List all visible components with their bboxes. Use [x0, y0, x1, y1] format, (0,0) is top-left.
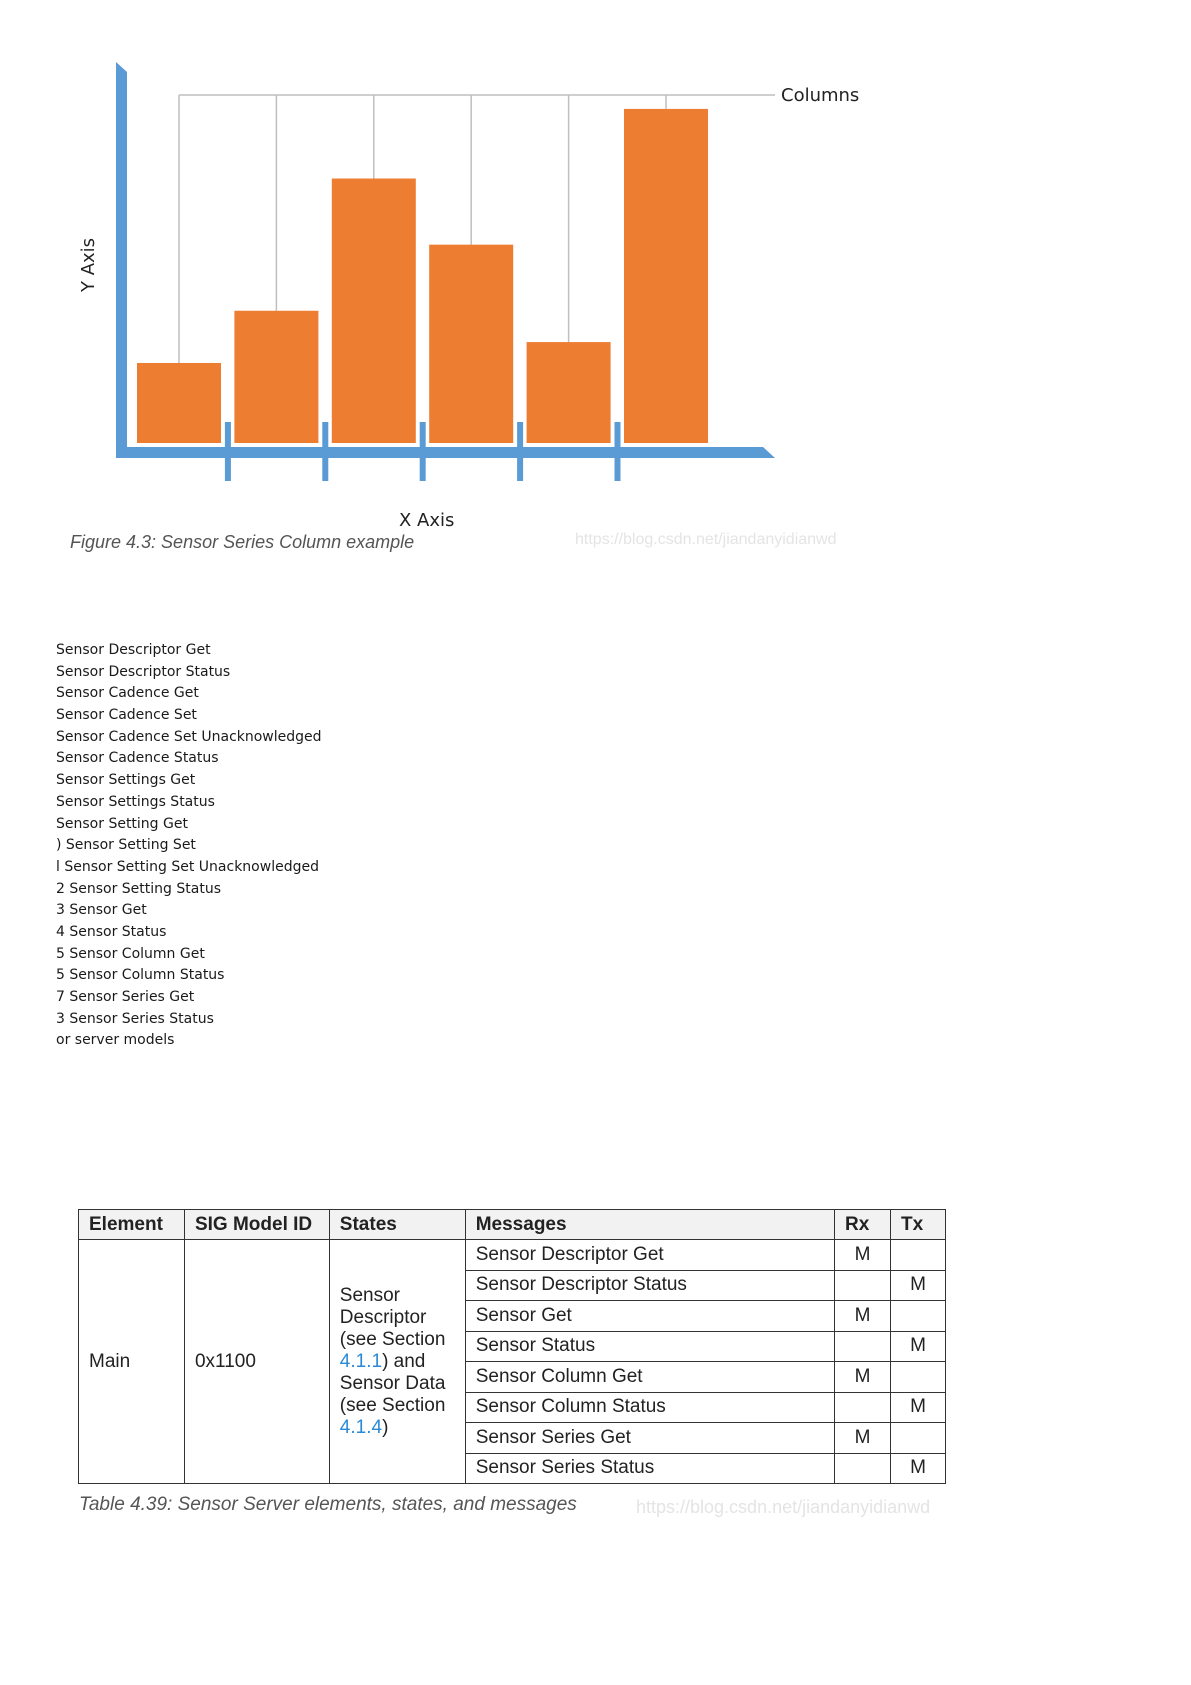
rx-cell [835, 1392, 891, 1423]
column-bar [527, 342, 611, 443]
columns-label: Columns [781, 85, 860, 106]
rx-cell: M [835, 1423, 891, 1454]
x-axis-tick [420, 422, 426, 481]
message-cell: Sensor Descriptor Get [465, 1240, 834, 1271]
column-bar [624, 109, 708, 443]
sensor-server-table [78, 1209, 946, 1484]
x-axis-tick [615, 422, 621, 481]
column-bar [429, 245, 513, 443]
tx-cell [891, 1423, 946, 1454]
tx-cell [891, 1301, 946, 1332]
list-item: 3 Sensor Series Status [56, 1010, 214, 1027]
section-link-4-1-1[interactable]: 4.1.1 [339, 1350, 383, 1372]
list-item: Sensor Cadence Get [56, 685, 199, 702]
model-id-cell: 0x1100 [184, 1240, 329, 1484]
states-text-3: ) [382, 1416, 389, 1438]
header-tx: Tx [891, 1210, 946, 1240]
list-item: l Sensor Setting Set Unacknowledged [56, 858, 319, 875]
figure-caption: Figure 4.3: Sensor Series Column example [70, 532, 415, 552]
list-item: 5 Sensor Column Get [56, 945, 205, 962]
y-axis-line [116, 62, 127, 452]
tx-cell: M [891, 1392, 946, 1423]
column-bar [234, 311, 318, 443]
list-item: Sensor Descriptor Status [56, 663, 231, 680]
x-axis-tick [517, 422, 523, 481]
list-item: 2 Sensor Setting Status [56, 880, 221, 897]
x-axis-line [116, 447, 775, 458]
list-item: 7 Sensor Series Get [56, 989, 195, 1005]
message-cell: Sensor Column Get [465, 1362, 834, 1393]
header-element: Element [79, 1210, 185, 1240]
header-rx: Rx [835, 1210, 891, 1240]
list-item: 3 Sensor Get [56, 902, 147, 919]
tx-cell: M [891, 1331, 946, 1362]
rx-cell: M [835, 1301, 891, 1332]
list-item: Sensor Descriptor Get [56, 642, 211, 658]
list-item: Sensor Settings Status [56, 793, 215, 810]
message-cell: Sensor Column Status [465, 1392, 834, 1423]
list-item: ) Sensor Setting Set [56, 837, 196, 854]
sensor-series-column-figure [0, 0, 1191, 560]
tx-cell [891, 1240, 946, 1271]
table-caption: Table 4.39: Sensor Server elements, states, and messages [79, 1494, 577, 1515]
table-watermark: https://blog.csdn.net/jiandanyidianwd [636, 1497, 931, 1517]
states-cell [329, 1240, 465, 1484]
list-item: Sensor Cadence Set [56, 707, 197, 724]
message-cell: Sensor Get [465, 1301, 834, 1332]
x-axis-tick [322, 422, 328, 481]
states-text-2: ) and Sensor Data (see Section [339, 1350, 446, 1416]
header-sig-model-id: SIG Model ID [184, 1210, 329, 1240]
rx-cell [835, 1270, 891, 1301]
rx-cell [835, 1453, 891, 1484]
list-item: or server models [56, 1032, 175, 1049]
message-cell: Sensor Series Status [465, 1453, 834, 1484]
sensor-message-list [56, 640, 416, 1052]
header-states: States [329, 1210, 465, 1240]
list-item: Sensor Settings Get [56, 772, 196, 789]
message-cell: Sensor Status [465, 1331, 834, 1362]
x-axis-tick [225, 422, 231, 481]
header-messages: Messages [465, 1210, 834, 1240]
message-cell: Sensor Series Get [465, 1423, 834, 1454]
list-item: Sensor Cadence Set Unacknowledged [56, 728, 322, 745]
element-cell: Main [79, 1240, 185, 1484]
y-axis-label: Y Axis [78, 237, 99, 292]
message-cell: Sensor Descriptor Status [465, 1270, 834, 1301]
list-item: Sensor Cadence Status [56, 750, 219, 767]
table-row [79, 1240, 946, 1271]
list-item: Sensor Setting Get [56, 815, 188, 832]
rx-cell: M [835, 1362, 891, 1393]
tx-cell: M [891, 1453, 946, 1484]
list-item: 4 Sensor Status [56, 923, 167, 940]
column-bar [332, 179, 416, 443]
states-text-1: Sensor Descriptor (see Section [339, 1284, 446, 1350]
section-link-4-1-4[interactable]: 4.1.4 [339, 1416, 383, 1438]
table-header-row [79, 1210, 946, 1240]
column-bar [137, 363, 221, 443]
figure-watermark: https://blog.csdn.net/jiandanyidianwd [575, 531, 837, 548]
rx-cell [835, 1331, 891, 1362]
rx-cell: M [835, 1240, 891, 1271]
tx-cell [891, 1362, 946, 1393]
tx-cell: M [891, 1270, 946, 1301]
column-bars [137, 109, 708, 443]
list-item: 5 Sensor Column Status [56, 967, 225, 984]
x-axis-label: X Axis [399, 510, 455, 531]
